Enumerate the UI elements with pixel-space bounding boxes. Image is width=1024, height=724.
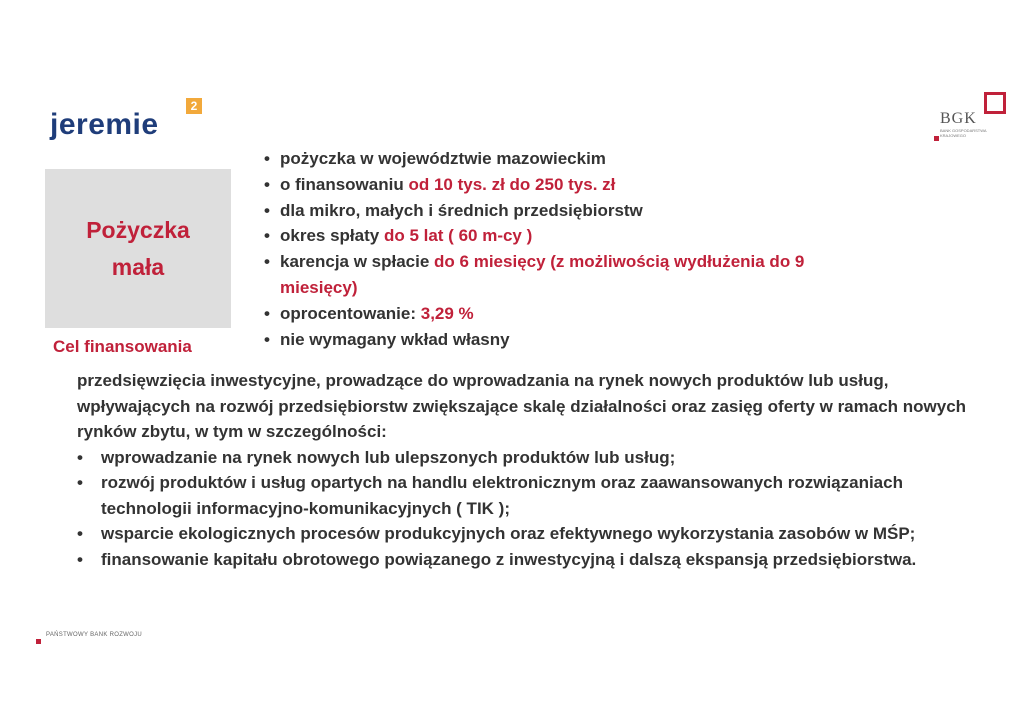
feature-highlight: od 10 tys. zł do 250 tys. zł [408,174,616,194]
feature-item [264,172,864,198]
feature-item [264,249,855,301]
jeremie-logo-word: jeremie [50,108,159,141]
bgk-square-icon [984,92,1006,114]
feature-item [264,301,864,327]
feature-text: karencja w spłacie [280,252,435,272]
feature-text: oprocentowanie: [280,303,421,323]
feature-highlight: 3,29 % [420,303,474,323]
purpose-item: • finansowanie kapitału obrotowego powiązanego z inwestycyjną i dalszą ekspansją przedsiębiorstwa. [77,547,997,573]
bgk-logo [930,92,1010,144]
jeremie-logo-badge: 2 [186,98,202,114]
purpose-item: • wprowadzanie na rynek nowych lub ulepszonych produktów lub usług; [77,445,997,471]
product-title-box [45,169,231,328]
purpose-intro: przedsięwzięcia inwestycyjne, prowadzące do wprowadzania na rynek nowych produktów lub usług, wpływających na rozwój przedsiębiorstw zwiększające skalę działalności oraz zasięg oferty w ramach nowych rynków zbytu, w tym w szczególności: [77,371,967,441]
feature-list [264,146,864,352]
jeremie-logo [50,98,198,148]
feature-text: o finansowaniu [280,174,409,194]
purpose-item: • wsparcie ekologicznych procesów produkcyjnych oraz efektywnego wykorzystania zasobów w MŚP; [77,521,997,547]
feature-text: dla mikro, małych i średnich przedsiębiorstw [280,200,643,220]
feature-text: nie wymagany wkład własny [280,329,510,349]
feature-item [264,146,864,172]
purpose-list [77,445,997,573]
footer-text: PAŃSTWOWY BANK ROZWOJU [46,632,143,638]
bgk-logo-name: BGK [940,110,977,127]
purpose-label: Cel finansowania [53,337,192,356]
feature-item [264,327,864,353]
bgk-logo-subtitle: BANK GOSPODARSTWA KRAJOWEGO [940,128,987,138]
feature-item [264,198,864,224]
product-title-line2: mała [111,253,165,280]
feature-text: pożyczka w województwie mazowieckim [280,149,606,168]
footer-mark-icon [36,639,41,644]
feature-text: okres spłaty [280,226,384,246]
bgk-dot-icon [934,136,939,141]
feature-item [264,223,864,249]
feature-highlight: do 5 lat ( 60 m-cy ) [383,226,533,246]
product-title-line1: Pożyczka [86,216,190,243]
purpose-item: • rozwój produktów i usług opartych na handlu elektronicznym oraz zaawansowanych rozwiązaniach technologii informacyjno-komunikacyjnych ( TIK ); [77,470,997,521]
purpose-section [77,368,997,572]
product-title [63,212,213,286]
feature-highlight: do 6 miesięcy (z możliwością wydłużenia do 9 miesięcy) [280,252,805,297]
